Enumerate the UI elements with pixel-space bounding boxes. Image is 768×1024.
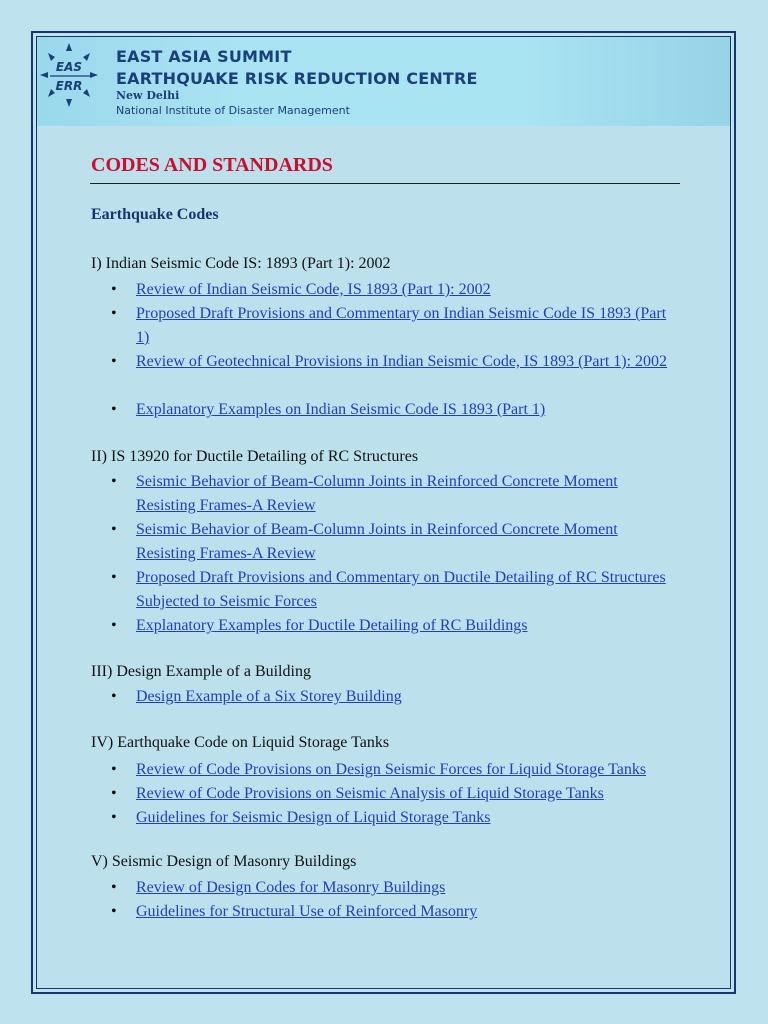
org-name-line2: EARTHQUAKE RISK REDUCTION CENTRE xyxy=(116,69,478,88)
list-item xyxy=(111,758,681,782)
list-item xyxy=(111,685,681,709)
doc-link[interactable]: Explanatory Examples on Indian Seismic Code IS 1893 (Part 1) xyxy=(136,401,546,418)
logo-text-bottom: ERR xyxy=(55,79,83,93)
doc-link[interactable]: Review of Code Provisions on Design Seismic Forces for Liquid Storage Tanks xyxy=(136,761,647,778)
category-heading: V) Seismic Design of Masonry Buildings xyxy=(91,853,357,870)
list-item xyxy=(111,350,681,374)
list-item xyxy=(111,518,681,566)
bullet: • xyxy=(111,401,117,418)
doc-link[interactable]: Explanatory Examples for Ductile Detailing of RC Buildings xyxy=(136,617,528,634)
doc-link[interactable]: Guidelines for Seismic Design of Liquid Storage Tanks xyxy=(136,809,491,826)
page-title: CODES AND STANDARDS xyxy=(91,154,333,176)
bullet: • xyxy=(111,353,117,370)
list-item xyxy=(111,806,681,830)
bullet: • xyxy=(111,879,117,896)
list-item xyxy=(111,470,681,518)
category-heading: III) Design Example of a Building xyxy=(91,663,311,680)
list-item xyxy=(111,782,681,806)
category-heading: IV) Earthquake Code on Liquid Storage Tanks xyxy=(91,734,390,751)
doc-link[interactable]: Guidelines for Structural Use of Reinforced Masonry xyxy=(136,903,478,920)
list-item xyxy=(111,566,681,614)
doc-link[interactable]: Design Example of a Six Storey Building xyxy=(136,688,402,705)
doc-link[interactable]: Review of Geotechnical Provisions in Indian Seismic Code, IS 1893 (Part 1): 2002 xyxy=(136,353,668,370)
bullet: • xyxy=(111,761,117,778)
list-item xyxy=(111,302,681,350)
bullet: • xyxy=(111,688,117,705)
bullet: • xyxy=(111,473,117,490)
list-item xyxy=(111,876,681,900)
section-heading: Earthquake Codes xyxy=(91,206,219,223)
bullet: • xyxy=(111,521,117,538)
list-item xyxy=(111,900,681,924)
doc-link[interactable]: Proposed Draft Provisions and Commentary on Ductile Detailing of RC Structures Subjected to Seismic Forces xyxy=(136,569,666,610)
bullet: • xyxy=(111,305,117,322)
bullet: • xyxy=(111,281,117,298)
org-city: New Delhi xyxy=(116,89,180,102)
doc-link[interactable]: Review of Code Provisions on Seismic Analysis of Liquid Storage Tanks xyxy=(136,785,604,802)
eas-err-logo-icon xyxy=(38,41,100,109)
list-item xyxy=(111,278,681,302)
bullet: • xyxy=(111,617,117,634)
bullet: • xyxy=(111,569,117,586)
bullet: • xyxy=(111,809,117,826)
doc-link[interactable]: Proposed Draft Provisions and Commentary on Indian Seismic Code IS 1893 (Part 1) xyxy=(136,305,667,346)
list-item xyxy=(111,398,681,422)
doc-link[interactable]: Review of Design Codes for Masonry Buildings xyxy=(136,879,446,896)
doc-link[interactable]: Review of Indian Seismic Code, IS 1893 (Part 1): 2002 xyxy=(136,281,491,298)
category-heading: I) Indian Seismic Code IS: 1893 (Part 1): 2002 xyxy=(91,255,391,272)
org-name-line1: EAST ASIA SUMMIT xyxy=(116,47,292,66)
bullet: • xyxy=(111,903,117,920)
logo-text-top: EAS xyxy=(55,60,83,74)
doc-link[interactable]: Seismic Behavior of Beam-Column Joints in Reinforced Concrete Moment Resisting Frames-A Review xyxy=(136,521,618,562)
list-item xyxy=(111,614,681,638)
bullet: • xyxy=(111,785,117,802)
org-institute: National Institute of Disaster Management xyxy=(116,104,350,117)
category-heading: II) IS 13920 for Ductile Detailing of RC Structures xyxy=(91,448,419,465)
title-divider xyxy=(90,183,680,184)
doc-link[interactable]: Seismic Behavior of Beam-Column Joints in Reinforced Concrete Moment Resisting Frames-A Review xyxy=(136,473,618,514)
